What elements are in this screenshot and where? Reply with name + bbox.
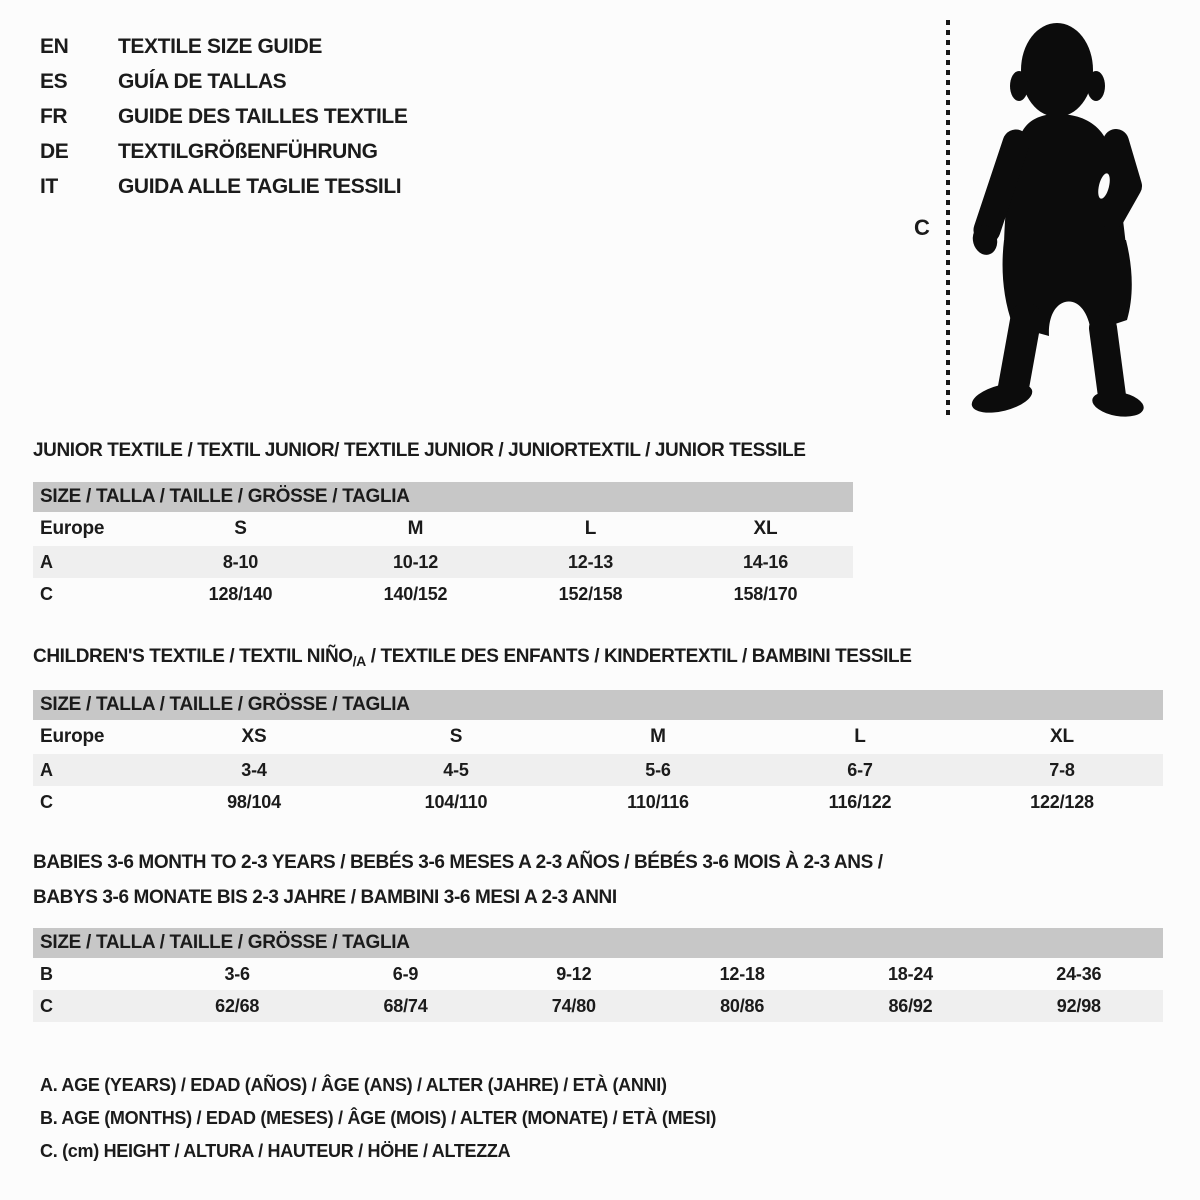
lang-row-it <box>40 169 407 204</box>
junior-row-a <box>33 546 853 578</box>
guide-title: TEXTILE SIZE GUIDE <box>118 34 322 58</box>
babies-title-line1: BABIES 3-6 MONTH TO 2-3 YEARS / BEBÉS 3-6 MESES A 2-3 AÑOS / BÉBÉS 3-6 MOIS À 2-3 ANS / <box>33 852 883 873</box>
babies-row-c <box>33 990 1163 1022</box>
row-label: C <box>40 791 53 812</box>
lang-code: IT <box>40 174 58 198</box>
children-row-a <box>33 754 1163 786</box>
size-cell: 7-8 <box>1049 759 1075 780</box>
size-cell: 68/74 <box>383 995 428 1016</box>
size-cell: 4-5 <box>443 759 469 780</box>
legend-line-c: C. (cm) HEIGHT / ALTURA / HAUTEUR / HÖHE / ALTEZZA <box>40 1141 511 1161</box>
row-label: C <box>40 583 53 604</box>
size-cell: 86/92 <box>888 995 933 1016</box>
size-cell: 3-6 <box>224 963 250 984</box>
junior-section-title: JUNIOR TEXTILE / TEXTIL JUNIOR/ TEXTILE JUNIOR / JUNIORTEXTIL / JUNIOR TESSILE <box>33 440 806 461</box>
junior-size-table <box>33 482 853 610</box>
measurement-legend <box>40 1069 716 1168</box>
children-row-c <box>33 786 1163 818</box>
size-cell: 128/140 <box>208 583 273 604</box>
size-cell: 116/122 <box>828 791 892 812</box>
legend-line-a: A. AGE (YEARS) / EDAD (AÑOS) / ÂGE (ANS) / ALTER (JAHRE) / ETÀ (ANNI) <box>40 1075 667 1095</box>
lang-row-de <box>40 134 407 169</box>
children-title-subscript: /A <box>352 653 366 669</box>
babies-size-table <box>33 928 1163 1022</box>
children-size-table <box>33 690 1163 818</box>
babies-row-b <box>33 958 1163 990</box>
size-cell: 98/104 <box>227 791 281 812</box>
size-cell: S <box>234 518 247 539</box>
size-cell: 3-4 <box>241 759 267 780</box>
children-title-suffix: / TEXTILE DES ENFANTS / KINDERTEXTIL / BAMBINI TESSILE <box>365 646 912 667</box>
size-cell: 9-12 <box>556 963 592 984</box>
size-cell: XL <box>753 518 778 539</box>
row-label: Europe <box>40 726 105 747</box>
children-section-title <box>33 646 911 668</box>
babies-size-header: SIZE / TALLA / TAILLE / GRÖSSE / TAGLIA <box>33 928 1163 958</box>
lang-row-en <box>40 29 407 64</box>
size-cell: 110/116 <box>627 791 689 812</box>
size-cell: 24-36 <box>1056 963 1102 984</box>
size-cell: 5-6 <box>645 759 671 780</box>
size-cell: S <box>449 726 463 747</box>
size-cell: M <box>650 726 666 747</box>
size-cell: 8-10 <box>222 551 259 572</box>
row-label: B <box>40 963 53 984</box>
size-cell: 6-7 <box>847 759 873 780</box>
size-cell: 6-9 <box>392 963 419 984</box>
size-cell: 10-12 <box>392 551 439 572</box>
size-cell: XS <box>241 726 267 747</box>
size-cell: 62/68 <box>215 995 260 1016</box>
lang-code: DE <box>40 139 69 163</box>
size-cell: 14-16 <box>742 551 789 572</box>
row-label: A <box>40 551 53 572</box>
height-dashed-line <box>946 20 950 416</box>
size-cell: 18-24 <box>887 963 933 984</box>
lang-code: ES <box>40 69 68 93</box>
size-cell: 74/80 <box>551 995 596 1016</box>
guide-title: GUIDE DES TAILLES TEXTILE <box>118 104 408 128</box>
junior-row-c <box>33 578 853 610</box>
children-row-europe <box>33 720 1163 754</box>
size-cell: 122/128 <box>1030 791 1094 812</box>
size-cell: M <box>407 518 424 539</box>
children-size-header: SIZE / TALLA / TAILLE / GRÖSSE / TAGLIA <box>33 690 1163 720</box>
lang-code: EN <box>40 34 69 58</box>
height-measure-label: C <box>914 215 930 240</box>
size-cell: 12-18 <box>719 963 765 984</box>
babies-title-line2: BABYS 3-6 MONATE BIS 2-3 JAHRE / BAMBINI 3-6 MESI A 2-3 ANNI <box>33 887 617 908</box>
row-label: C <box>40 995 53 1016</box>
junior-row-europe <box>33 512 853 546</box>
size-cell: XL <box>1050 726 1074 747</box>
guide-title: TEXTILGRÖßENFÜHRUNG <box>118 139 378 163</box>
children-title-prefix: CHILDREN'S TEXTILE / TEXTIL NIÑO <box>33 646 353 667</box>
row-label: Europe <box>40 518 105 539</box>
lang-row-es <box>40 64 407 99</box>
guide-title: GUÍA DE TALLAS <box>118 69 287 93</box>
language-title-list <box>40 29 407 204</box>
babies-section-title <box>33 853 883 923</box>
size-cell: 92/98 <box>1056 995 1101 1016</box>
toddler-silhouette <box>960 18 1140 416</box>
legend-line-b: B. AGE (MONTHS) / EDAD (MESES) / ÂGE (MOIS) / ALTER (MONATE) / ETÀ (MESI) <box>40 1108 717 1128</box>
junior-size-header: SIZE / TALLA / TAILLE / GRÖSSE / TAGLIA <box>33 482 853 512</box>
size-cell: 80/86 <box>720 995 765 1016</box>
size-cell: L <box>584 518 597 539</box>
lang-row-fr <box>40 99 407 134</box>
row-label: A <box>40 759 53 780</box>
size-cell: 140/152 <box>383 583 448 604</box>
size-cell: 12-13 <box>567 551 614 572</box>
size-cell: 104/110 <box>424 791 488 812</box>
size-cell: 158/170 <box>733 583 798 604</box>
guide-title: GUIDA ALLE TAGLIE TESSILI <box>118 174 402 198</box>
size-cell: L <box>854 726 866 747</box>
lang-code: FR <box>40 104 68 128</box>
size-cell: 152/158 <box>558 583 623 604</box>
